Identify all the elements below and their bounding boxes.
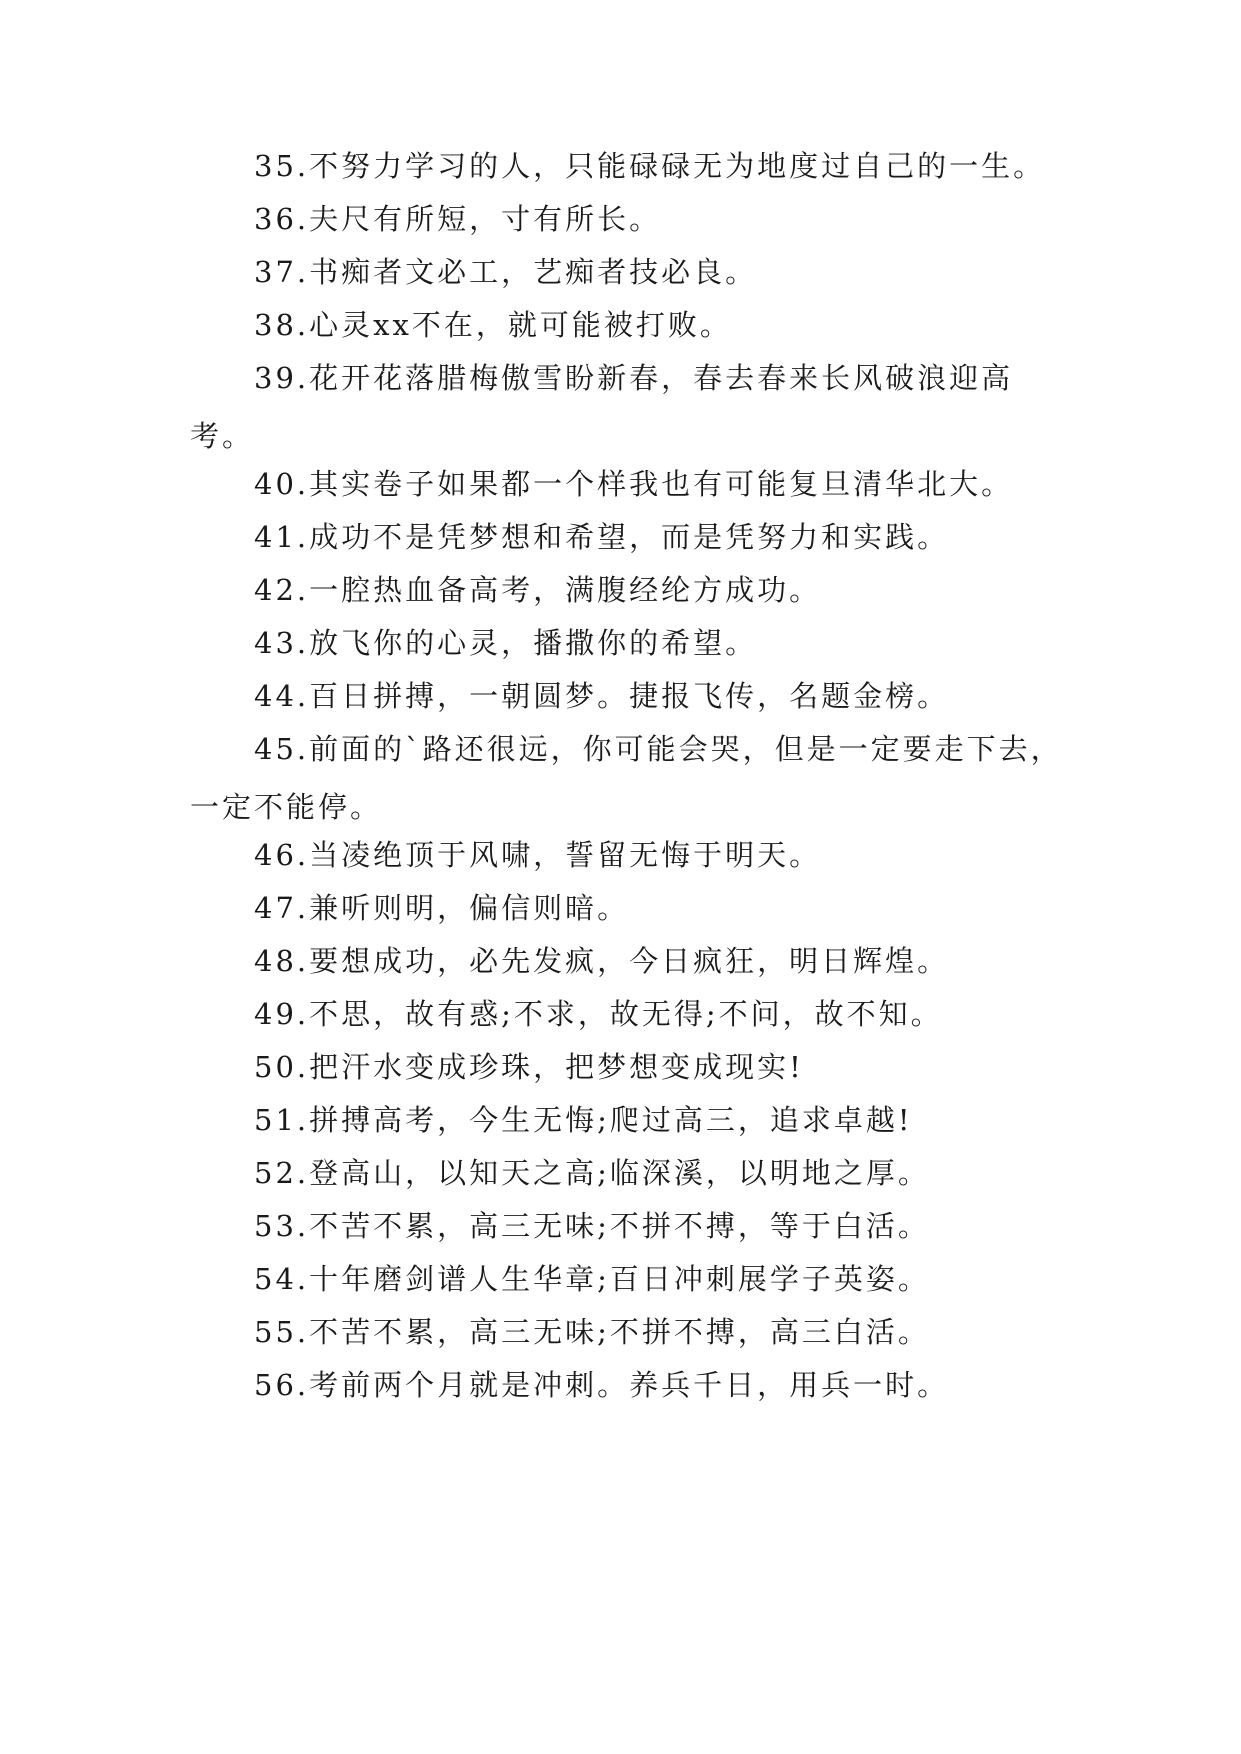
paragraph-43: 43.放飞你的心灵，播撒你的希望。 [254, 626, 758, 660]
paragraph-40: 40.其实卷子如果都一个样我也有可能复旦清华北大。 [254, 467, 1014, 501]
paragraph-39: 39.花开花落腊梅傲雪盼新春，春去春来长风破浪迎高考。 [190, 361, 1014, 453]
paragraph-36: 36.夫尺有所短，寸有所长。 [254, 202, 662, 236]
paragraph-35: 35.不努力学习的人，只能碌碌无为地度过自己的一生。 [254, 149, 1046, 183]
paragraph-42: 42.一腔热血备高考，满腹经纶方成功。 [254, 573, 822, 607]
paragraph-53: 53.不苦不累，高三无味;不拼不搏，等于白活。 [254, 1209, 930, 1243]
paragraph-48: 48.要想成功，必先发疯，今日疯狂，明日辉煌。 [254, 944, 950, 978]
paragraph-56: 56.考前两个月就是冲刺。养兵千日，用兵一时。 [254, 1368, 950, 1402]
paragraph-49: 49.不思，故有惑;不求，故无得;不问，故不知。 [254, 997, 943, 1031]
paragraph-55: 55.不苦不累，高三无味;不拼不搏，高三白活。 [254, 1315, 930, 1349]
paragraph-38: 38.心灵xx不在，就可能被打败。 [254, 308, 732, 342]
paragraph-51: 51.拼搏高考，今生无悔;爬过高三，追求卓越! [254, 1103, 913, 1137]
paragraph-37: 37.书痴者文必工，艺痴者技必良。 [254, 255, 758, 289]
paragraph-52: 52.登高山，以知天之高;临深溪，以明地之厚。 [254, 1156, 930, 1190]
paragraph-50: 50.把汗水变成珍珠，把梦想变成现实! [254, 1050, 804, 1084]
paragraph-45: 45.前面的`路还很远，你可能会哭，但是一定要走下去，一定不能停。 [190, 732, 1063, 824]
paragraph-47: 47.兼听则明，偏信则暗。 [254, 891, 630, 925]
paragraph-54: 54.十年磨剑谱人生华章;百日冲刺展学子英姿。 [254, 1262, 930, 1296]
paragraph-41: 41.成功不是凭梦想和希望，而是凭努力和实践。 [254, 520, 950, 554]
paragraph-44: 44.百日拼搏，一朝圆梦。捷报飞传，名题金榜。 [254, 679, 950, 713]
paragraph-46: 46.当凌绝顶于风啸，誓留无悔于明天。 [254, 838, 822, 872]
